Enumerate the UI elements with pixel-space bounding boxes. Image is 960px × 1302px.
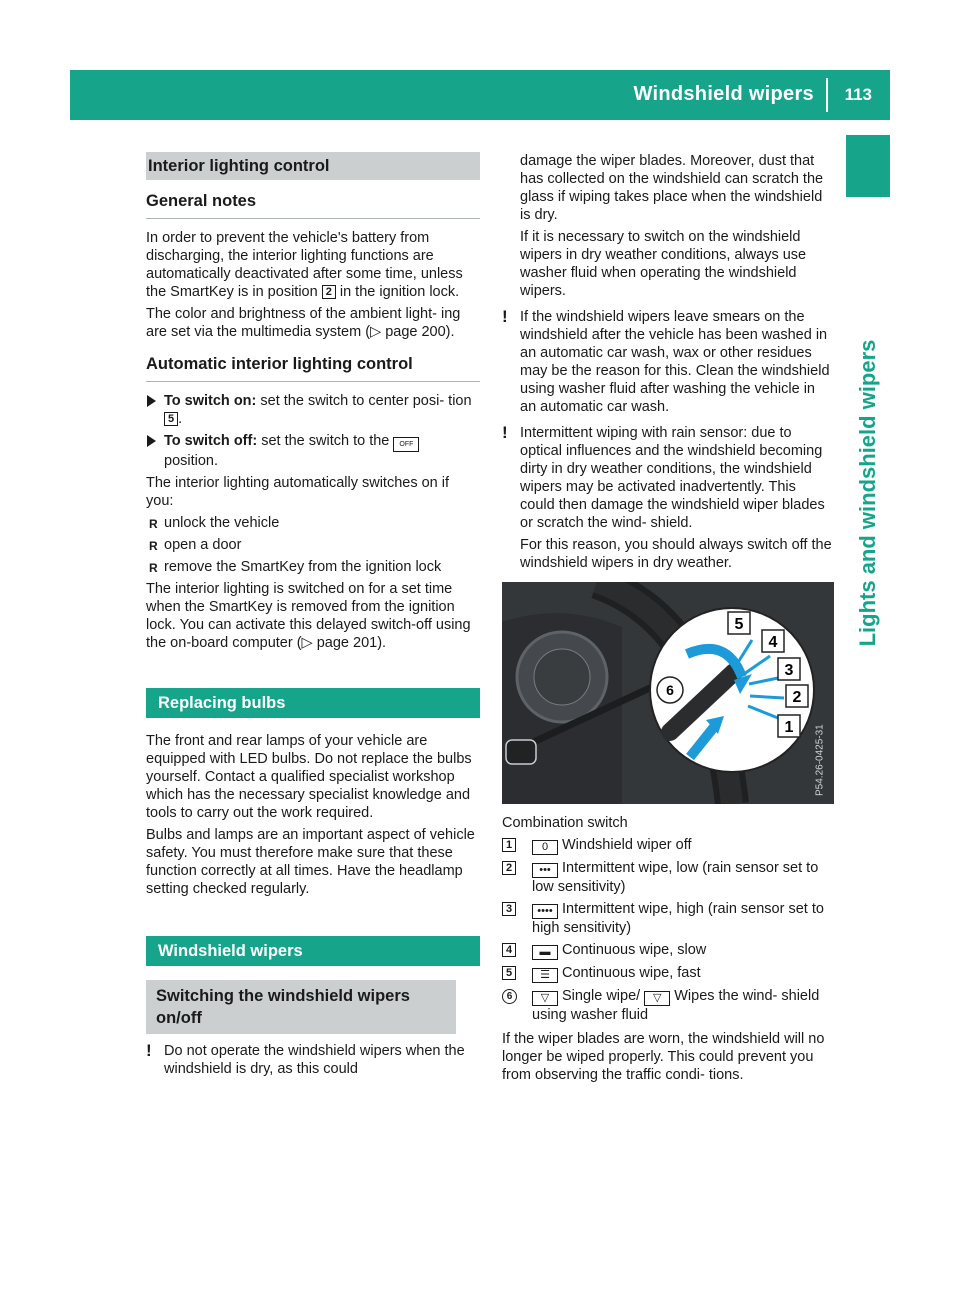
- paragraph-delayed-switch-off: The interior lighting is switched on for a set time when the SmartKey is removed from the ignition lock. You can activate this delayed switch-off using the on-board computer (▷ page 201).: [146, 581, 471, 651]
- warning-icon: !: [502, 423, 508, 442]
- bullet-icon: R: [149, 539, 158, 553]
- chapter-title-vertical: [846, 205, 890, 780]
- section-band-replacing-bulbs: Replacing bulbs: [146, 688, 480, 718]
- paragraph-auto-on: The interior lighting automatically switches on if you:: [146, 475, 450, 509]
- position-2-key: 2: [322, 285, 336, 299]
- section-band-windshield-wipers: Windshield wipers: [146, 936, 480, 966]
- intermittent-low-icon: •••: [532, 863, 558, 878]
- warning-icon: !: [502, 307, 508, 326]
- combination-switch-illustration: [502, 582, 834, 804]
- heading-automatic-interior-lighting: Automatic interior lighting control: [146, 355, 480, 382]
- step-arrow-icon: [147, 435, 156, 447]
- legend-number: 1: [502, 838, 516, 852]
- right-column: [502, 152, 834, 1088]
- paragraph-dry-weather: If it is necessary to switch on the windshield wipers in dry weather conditions, always use washer fluid when operating the windshield wipers.: [520, 229, 807, 299]
- legend-item: 1 0 Windshield wiper off: [502, 836, 834, 855]
- callout-1: 1: [784, 719, 794, 736]
- paragraph-battery: In order to prevent the vehicle's battery from discharging, the interior lighting functions are automatically deactivated after some time, unless the SmartKey is in position 2 in the ignition lock.: [146, 230, 463, 300]
- left-column: [146, 152, 480, 1082]
- warning-rain-sensor: ! Intermittent wiping with rain sensor: due to optical influences and the windshield becoming dirty in dry weather conditions, the windshield wipers may be activated inadvertently. This could then damage the windshield wiper blades or scratch the wind- shield.: [502, 423, 825, 531]
- page-number: 113: [844, 85, 872, 104]
- callout-3: 3: [784, 662, 794, 679]
- single-wipe-icon: ▽: [532, 991, 558, 1006]
- legend-item: 2 ••• Intermittent wipe, low (rain sensor set to low sensitivity): [502, 859, 834, 896]
- callout-2: 2: [792, 689, 802, 706]
- callout-5: 5: [734, 616, 744, 633]
- combination-switch-figure: [502, 582, 834, 804]
- paragraph-worn-blades: If the wiper blades are worn, the windshield will no longer be wiped properly. This could prevent you from observing the traffic condi- tions.: [502, 1031, 825, 1083]
- legend-item: 4 ▬ Continuous wipe, slow: [502, 941, 834, 960]
- heading-general-notes: General notes: [146, 192, 480, 219]
- chapter-sidebar: [846, 135, 890, 1175]
- chapter-title: Lights and windshield wipers: [855, 339, 880, 646]
- figure-code: P54.26-0425-31: [815, 724, 826, 796]
- paragraph-switch-off-dry: For this reason, you should always switch off the windshield wipers in dry weather.: [520, 537, 832, 571]
- step-arrow-icon: [147, 395, 156, 407]
- wiper-off-icon: 0: [532, 840, 558, 855]
- step-switch-off: To switch off: set the switch to the OFF position.: [146, 432, 480, 470]
- legend-number: 6: [502, 989, 517, 1004]
- chapter-tab: [846, 135, 890, 197]
- legend-item: 3 •••• Intermittent wipe, high (rain sensor set to high sensitivity): [502, 900, 834, 937]
- warning-smears: ! If the windshield wipers leave smears on the windshield after the vehicle has been washed in an automatic car wash, wax or other residues may be the reason for this. Clean the windshield using washer fluid after washing the vehicle in an automatic car wash.: [502, 307, 830, 415]
- section-band-switching-wipers: Switching the windshield wipers on/off: [146, 980, 456, 1034]
- legend-number: 3: [502, 902, 516, 916]
- figure-caption: Combination switch: [502, 815, 628, 831]
- continuous-fast-icon: ☰: [532, 968, 558, 983]
- header-title: Windshield wipers: [633, 83, 814, 105]
- legend-item: 6 ▽ Single wipe/ ▽ Wipes the wind- shield using washer fluid: [502, 987, 834, 1024]
- off-position-icon: OFF: [393, 437, 419, 452]
- paragraph-wiper-damage: damage the wiper blades. Moreover, dust that has collected on the windshield can scratch the glass if wiping takes place when the windshield is dry.: [520, 153, 824, 223]
- header-separator: [826, 78, 828, 112]
- list-item: R open a door: [149, 537, 242, 553]
- bullet-icon: R: [149, 561, 158, 575]
- step-switch-on: To switch on: set the switch to center posi- tion 5 .: [146, 392, 480, 428]
- callout-4: 4: [768, 634, 778, 651]
- section-band-interior-lighting: Interior lighting control: [146, 152, 480, 180]
- page-header-bar: [70, 70, 890, 120]
- list-item: R unlock the vehicle: [149, 515, 280, 531]
- warning-icon: !: [146, 1041, 152, 1060]
- paragraph-lamp-safety: Bulbs and lamps are an important aspect of vehicle safety. You must therefore make sure that these function correctly at all times. Have the headlamp setting checked regularly.: [146, 827, 475, 897]
- legend-number: 2: [502, 861, 516, 875]
- position-5-key: 5: [164, 412, 178, 426]
- legend-number: 5: [502, 966, 516, 980]
- washer-fluid-icon: ▽: [644, 991, 670, 1006]
- paragraph-led-bulbs: The front and rear lamps of your vehicle are equipped with LED bulbs. Do not replace the bulbs yourself. Contact a qualified specialist workshop which has the necessary specialist knowledge and tools to carry out the work required.: [146, 733, 472, 821]
- warning-dry-windshield: ! Do not operate the windshield wipers when the windshield is dry, as this could: [146, 1041, 465, 1077]
- legend-item: 5 ☰ Continuous wipe, fast: [502, 964, 834, 983]
- legend-number: 4: [502, 943, 516, 957]
- list-item: R remove the SmartKey from the ignition lock: [149, 559, 442, 575]
- continuous-slow-icon: ▬: [532, 945, 558, 960]
- intermittent-high-icon: ••••: [532, 904, 558, 919]
- paragraph-ambient-light: The color and brightness of the ambient light- ing are set via the multimedia system (▷ page 200).: [146, 306, 461, 340]
- callout-6: 6: [666, 682, 674, 698]
- bullet-icon: R: [149, 517, 158, 531]
